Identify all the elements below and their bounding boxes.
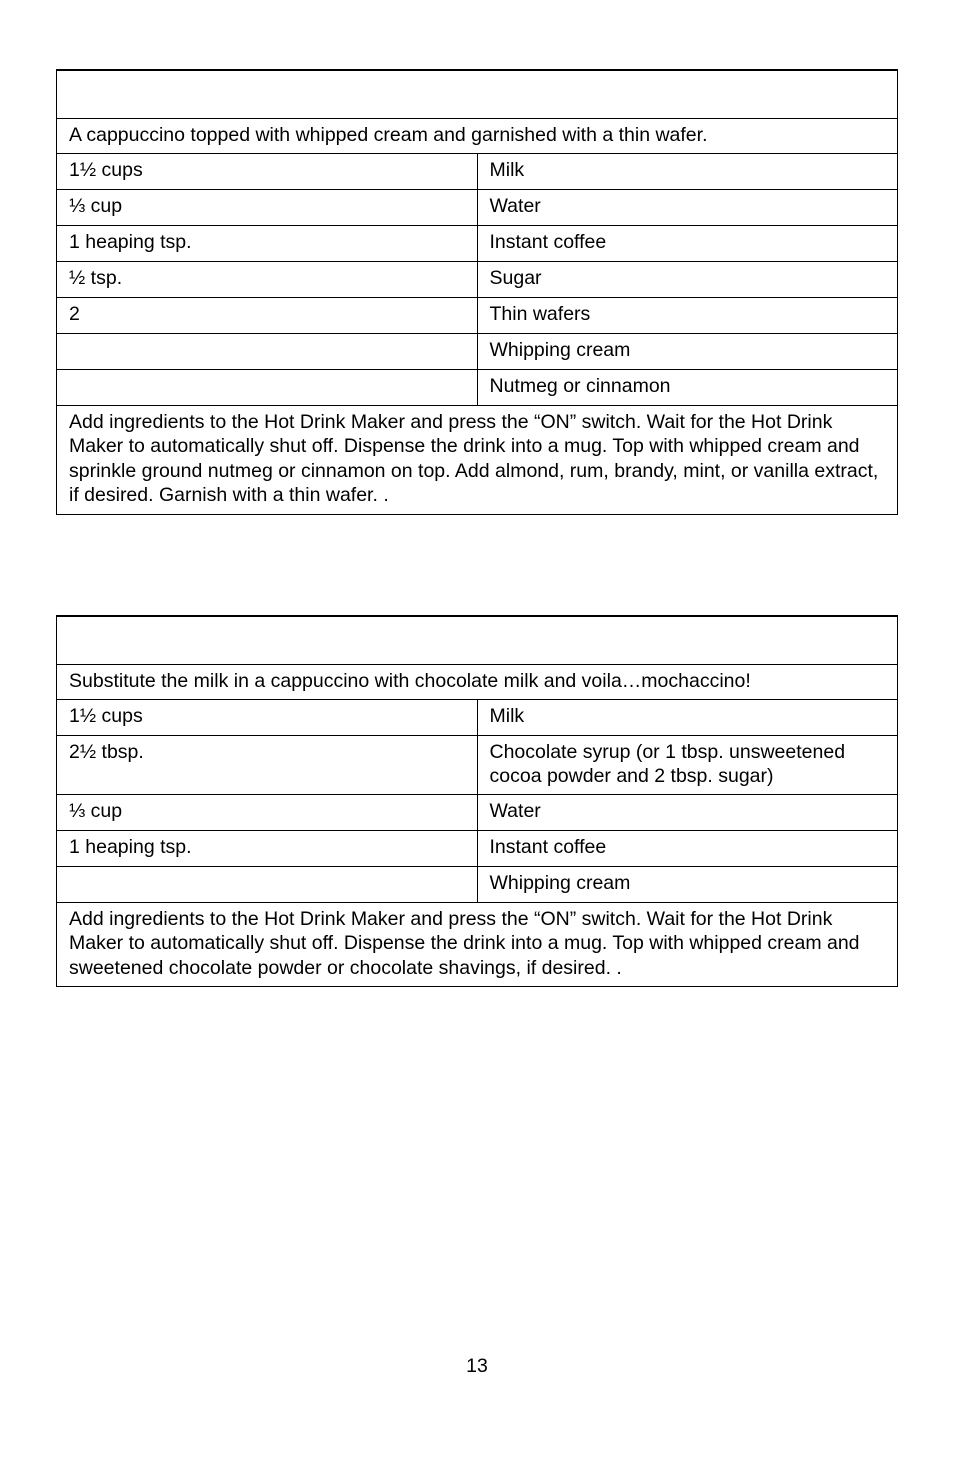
page-number: 13 [466,1355,488,1377]
recipe-table-mochaccino [56,615,898,987]
recipe-instructions: Add ingredients to the Hot Drink Maker and press the “ON” switch. Wait for the Hot Drink Maker to automatically shut off. Dispense the drink into a mug. Top with whipped cream and sprinkle ground nutmeg or cinnamon on top. Add almond, rum, brandy, mint, or vanilla extract, if desired. Garnish with a thin wafer. . [57,405,898,514]
ingredient-name: Thin wafers [477,297,898,333]
ingredient-quantity: 1½ cups [57,153,478,189]
ingredient-row [57,369,898,405]
ingredient-name: Milk [477,153,898,189]
ingredient-quantity: ½ tsp. [57,261,478,297]
ingredient-name: Instant coffee [477,830,898,866]
ingredient-name: Sugar [477,261,898,297]
recipe-title [57,616,898,665]
ingredient-row [57,699,898,735]
ingredient-name: Instant coffee [477,225,898,261]
ingredient-name: Chocolate syrup (or 1 tbsp. unsweetened cocoa powder and 2 tbsp. sugar) [477,735,898,794]
ingredient-quantity: 1½ cups [57,699,478,735]
ingredient-quantity: 2 [57,297,478,333]
ingredient-row [57,830,898,866]
recipe-intro: A cappuccino topped with whipped cream and garnished with a thin wafer. [57,119,898,154]
recipe-intro: Substitute the milk in a cappuccino with chocolate milk and voila…mochaccino! [57,665,898,700]
recipe-title [57,70,898,119]
ingredient-name: Whipping cream [477,866,898,902]
ingredient-row [57,153,898,189]
recipe-table-cappuccino [56,69,898,515]
ingredient-quantity: 2½ tbsp. [57,735,478,794]
ingredient-name: Milk [477,699,898,735]
ingredient-quantity: ⅓ cup [57,794,478,830]
ingredient-quantity [57,333,478,369]
ingredient-row [57,333,898,369]
recipe-instructions: Add ingredients to the Hot Drink Maker and press the “ON” switch. Wait for the Hot Drink Maker to automatically shut off. Dispense the drink into a mug. Top with whipped cream and sweetened chocolate powder or chocolate shavings, if desired. . [57,902,898,987]
ingredient-quantity: ⅓ cup [57,189,478,225]
ingredient-name: Water [477,189,898,225]
ingredient-name: Water [477,794,898,830]
ingredient-row [57,225,898,261]
ingredient-row [57,189,898,225]
ingredient-quantity: 1 heaping tsp. [57,830,478,866]
ingredient-name: Nutmeg or cinnamon [477,369,898,405]
ingredient-row [57,794,898,830]
ingredient-quantity [57,369,478,405]
ingredient-row [57,866,898,902]
ingredient-name: Whipping cream [477,333,898,369]
ingredient-quantity [57,866,478,902]
ingredient-row [57,297,898,333]
ingredient-row [57,735,898,794]
ingredient-quantity: 1 heaping tsp. [57,225,478,261]
ingredient-row [57,261,898,297]
